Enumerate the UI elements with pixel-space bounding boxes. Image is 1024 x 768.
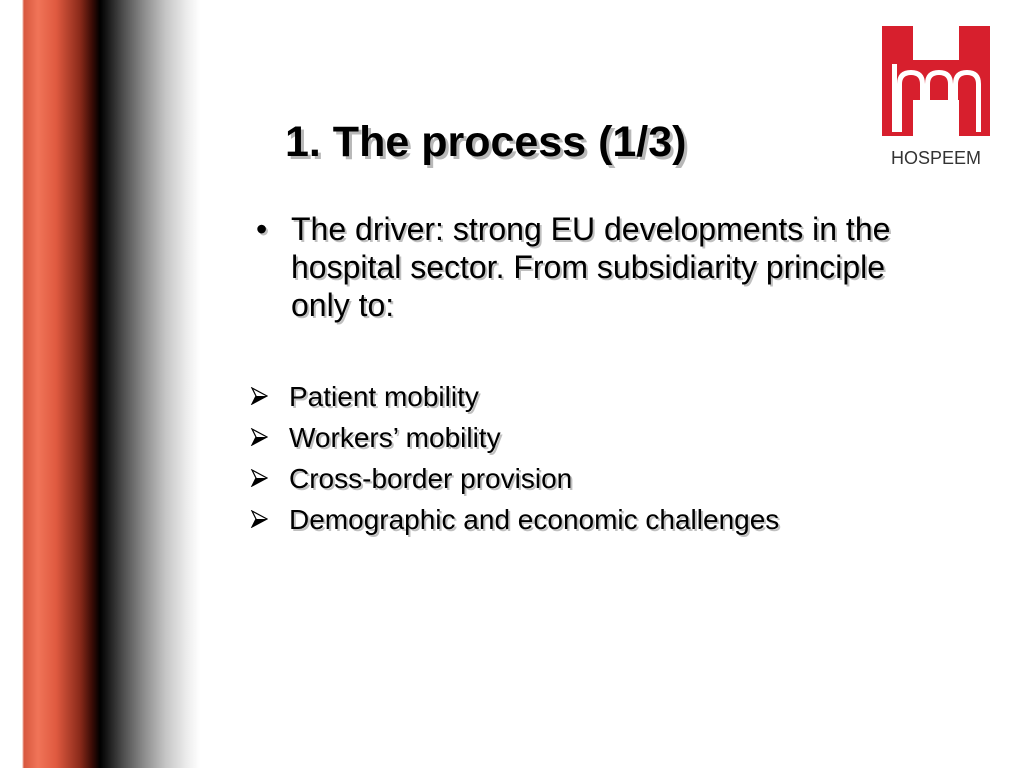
main-bullet bbox=[256, 210, 956, 324]
arrow-bullet-icon bbox=[250, 428, 268, 446]
decorative-side-bar bbox=[0, 0, 200, 768]
bullet-dot-icon: • bbox=[256, 211, 268, 247]
sub-bullet-list bbox=[250, 376, 779, 540]
list-item bbox=[250, 376, 779, 417]
list-item bbox=[250, 499, 779, 540]
arrow-bullet-icon bbox=[250, 510, 268, 528]
sub-bullet-text: Cross-border provision bbox=[289, 463, 573, 494]
logo-text: HOSPEEM bbox=[890, 148, 982, 168]
main-bullet-text: The driver: strong EU developments in the hospital sector. From subsidiarity principle only to: bbox=[291, 211, 891, 323]
sub-bullet-text: Workers’ mobility bbox=[289, 422, 501, 453]
slide-title: 1. The process (1/3) bbox=[285, 118, 687, 166]
sub-bullet-text: Demographic and economic challenges bbox=[289, 504, 780, 535]
list-item bbox=[250, 417, 779, 458]
hospeem-logo bbox=[880, 26, 992, 171]
arrow-bullet-icon bbox=[250, 469, 268, 487]
list-item bbox=[250, 458, 779, 499]
arrow-bullet-icon bbox=[250, 387, 268, 405]
hospeem-logo-mark bbox=[880, 26, 992, 144]
sub-bullet-text: Patient mobility bbox=[289, 381, 479, 412]
